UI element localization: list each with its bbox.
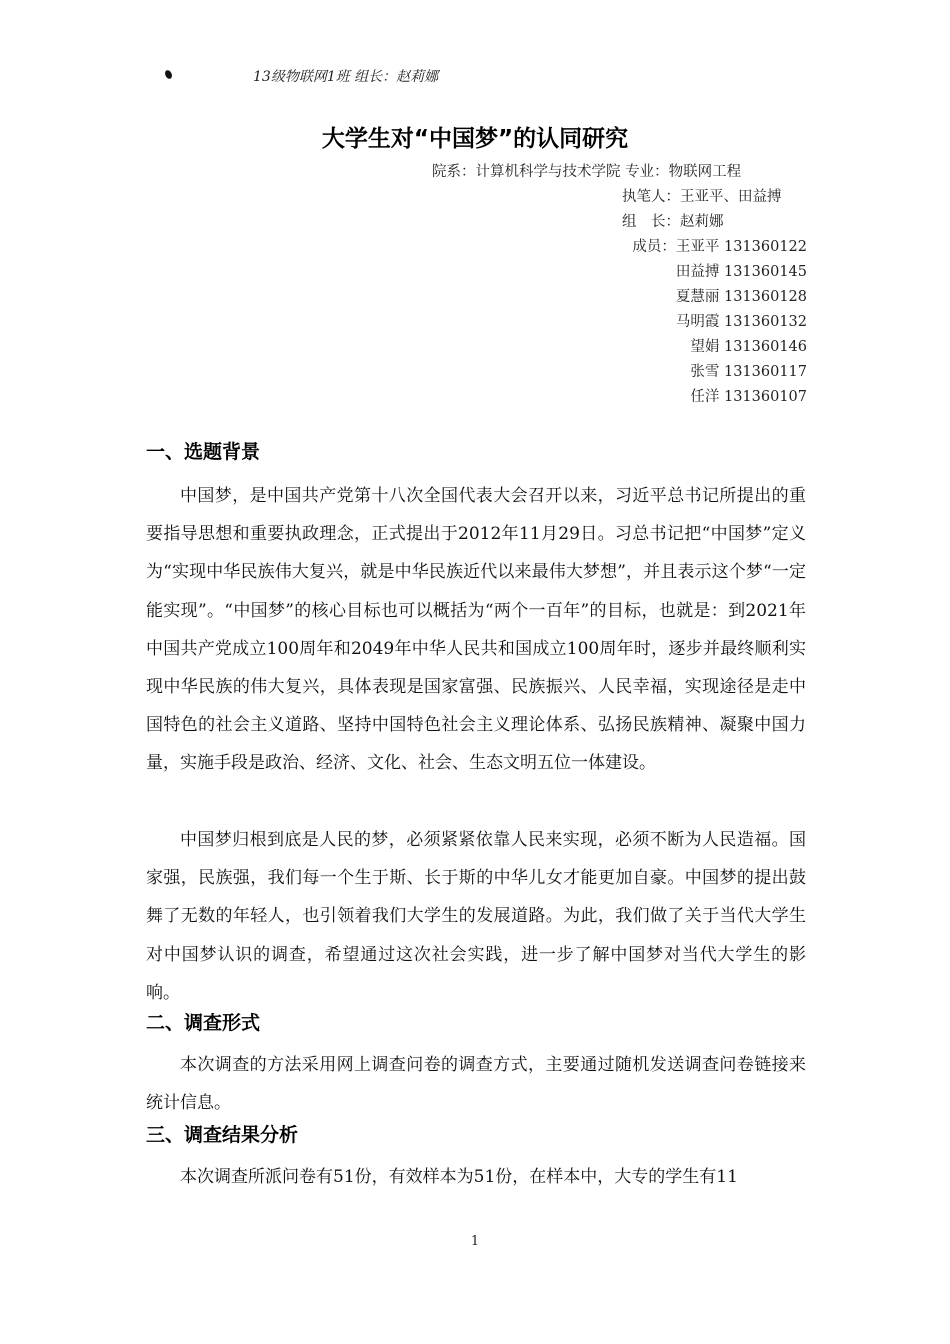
member-line: 田益搏 131360145 (675, 264, 807, 280)
member-line: 成员：王亚平 131360122 (632, 239, 807, 255)
paragraph: 中国梦，是中国共产党第十八次全国代表大会召开以来，习近平总书记所提出的重要指导思想和重要执政理念，正式提出于2012年11月29日。习总书记把“中国梦”定义为“实现中华民族伟大复兴，就是中华民族近代以来最伟大梦想”，并且表示这个梦“一定能实现”。“中国梦”的核心目标也可以概括为“两个一百年”的目标，也就是：到2021年中国共产党成立100周年和2049年中华人民共和国成立100周年时，逐步并最终顺利实现中华民族的伟大复兴，具体表现是国家富强、民族振兴、人民幸福，实现途径是走中国特色的社会主义道路、坚持中国特色社会主义理论体系、弘扬民族精神、凝聚中国力量，实施手段是政治、经济、文化、社会、生态文明五位一体建设。 (146, 486, 806, 774)
meta-writers: 执笔人：王亚平、田益搏 (622, 189, 782, 205)
document-title: 大学生对“中国梦”的认同研究 (321, 126, 629, 152)
meta-department: 院系：计算机科学与技术学院 专业：物联网工程 (432, 164, 742, 180)
section-heading-survey-method: 二、调查形式 (146, 1012, 261, 1034)
paragraph: 中国梦归根到底是人民的梦，必须紧紧依靠人民来实现，必须不断为人民造福。国家强，民族强，我们每一个生于斯、长于斯的中华儿女才能更加自豪。中国梦的提出鼓舞了无数的年轻人，也引领着我们大学生的发展道路。为此，我们做了关于当代大学生对中国梦认识的调查，希望通过这次社会实践，进一步了解中国梦对当代大学生的影响。 (146, 830, 806, 1003)
member-line: 马明霞 131360132 (675, 314, 807, 330)
paragraph: 本次调查所派问卷有51份，有效样本为51份，在样本中，大专的学生有11 (180, 1167, 738, 1187)
bullet-dot-icon (164, 69, 174, 80)
member-line: 夏慧丽 131360128 (675, 289, 807, 305)
member-line: 望娟 131360146 (690, 339, 807, 355)
page-number: 1 (470, 1234, 480, 1249)
running-header: 13级物联网1班 组长：赵莉娜 (253, 69, 439, 85)
paragraph: 本次调查的方法采用网上调查问卷的调查方式，主要通过随机发送调查问卷链接来统计信息。 (146, 1055, 806, 1114)
section-heading-background: 一、选题背景 (146, 441, 261, 463)
section-heading-results: 三、调查结果分析 (146, 1124, 299, 1146)
meta-leader: 组 长：赵莉娜 (622, 214, 724, 230)
member-line: 张雪 131360117 (690, 364, 807, 380)
member-line: 任洋 131360107 (690, 389, 807, 405)
